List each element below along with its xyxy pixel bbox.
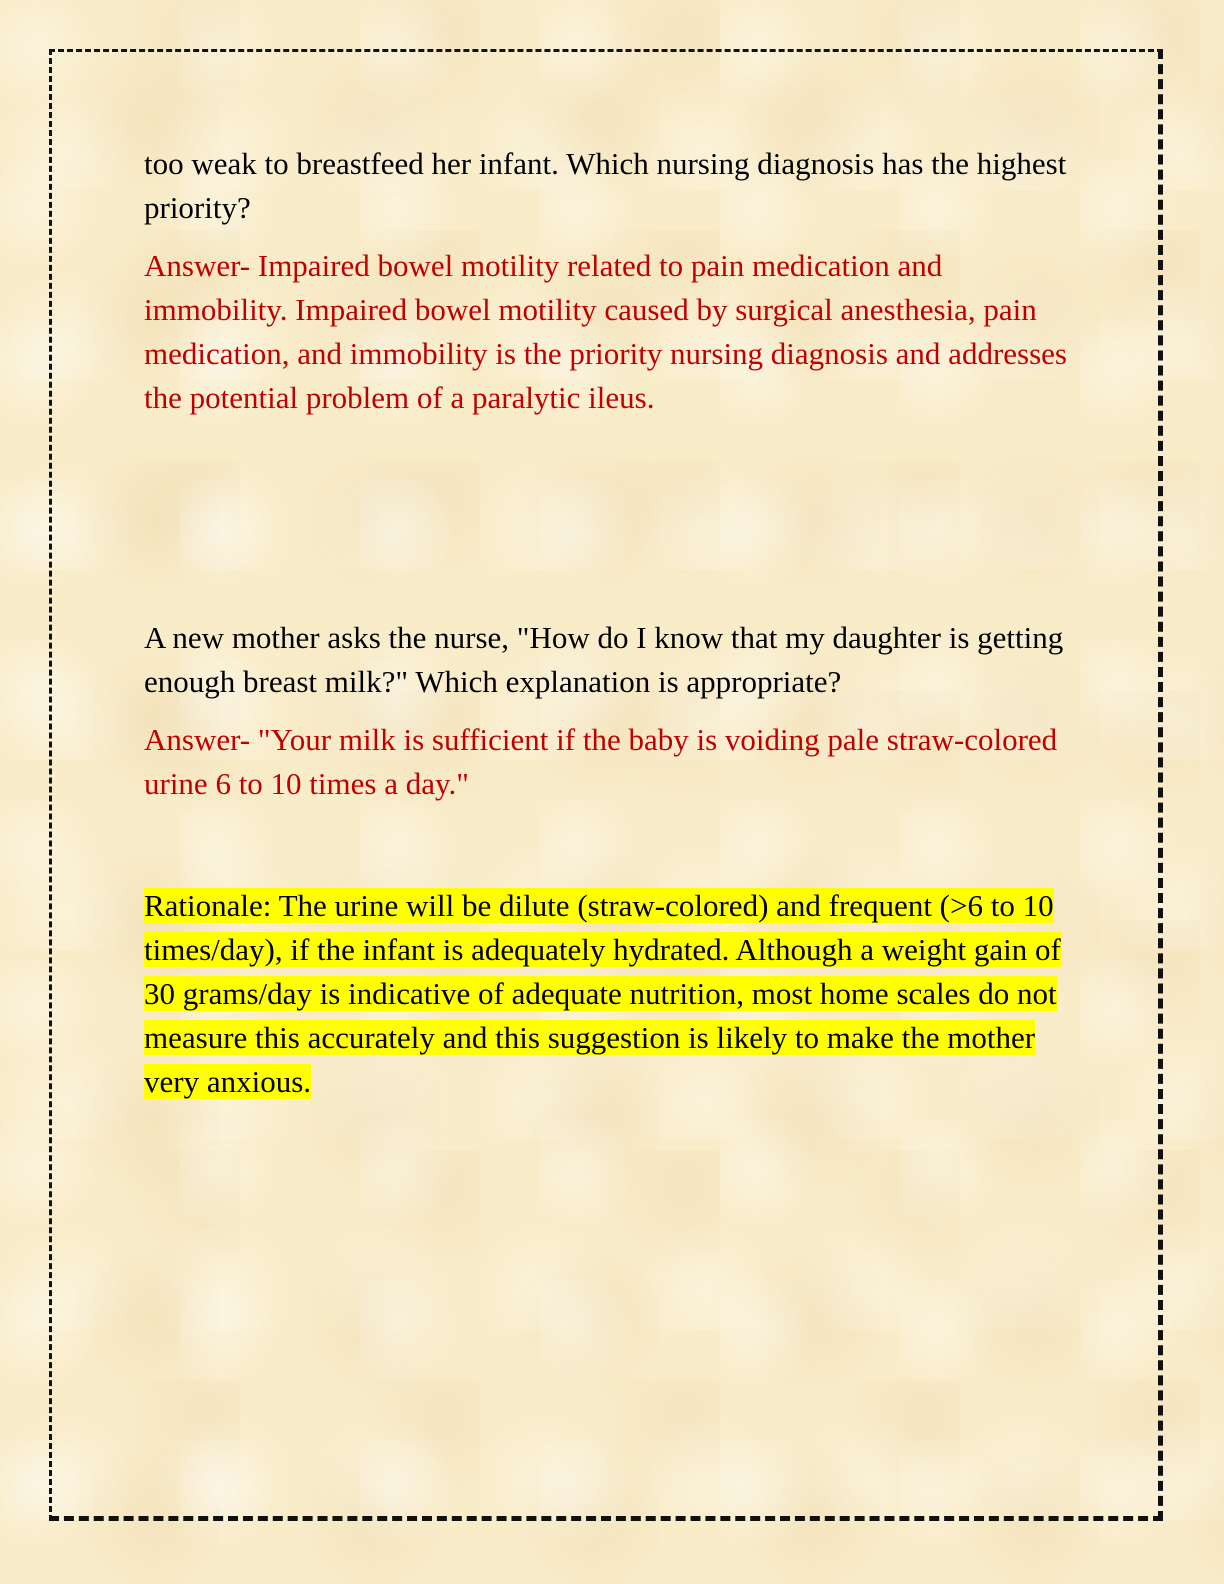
question-continued-text: too weak to breastfeed her infant. Which nursing diagnosis has the highest priority?	[144, 146, 1067, 225]
question-text-2: A new mother asks the nurse, "How do I know that my daughter is getting enough breast milk?" Which explanation is appropriate?	[144, 620, 1064, 699]
rationale-highlighted-text: Rationale: The urine will be dilute (straw-colored) and frequent (>6 to 10 times/day), if the infant is adequately hydrated. Although a weight gain of 30 grams/day is indicative of adequate nutrition, most home scales do not measure this accurately and this suggestion is likely to make the mother very anxious.	[144, 888, 1061, 1099]
rationale-paragraph	[144, 884, 1074, 1104]
answer-text-2: Answer- "Your milk is sufficient if the baby is voiding pale straw-colored urine 6 to 10 times a day."	[144, 722, 1058, 801]
document-body	[144, 142, 1074, 1104]
answer-text-1: Answer- Impaired bowel motility related to pain medication and immobility. Impaired bowel motility caused by surgical anesthesia, pain medication, and immobility is the priority nursing diagnosis and addresses the potential problem of a paralytic ileus.	[144, 248, 1067, 415]
